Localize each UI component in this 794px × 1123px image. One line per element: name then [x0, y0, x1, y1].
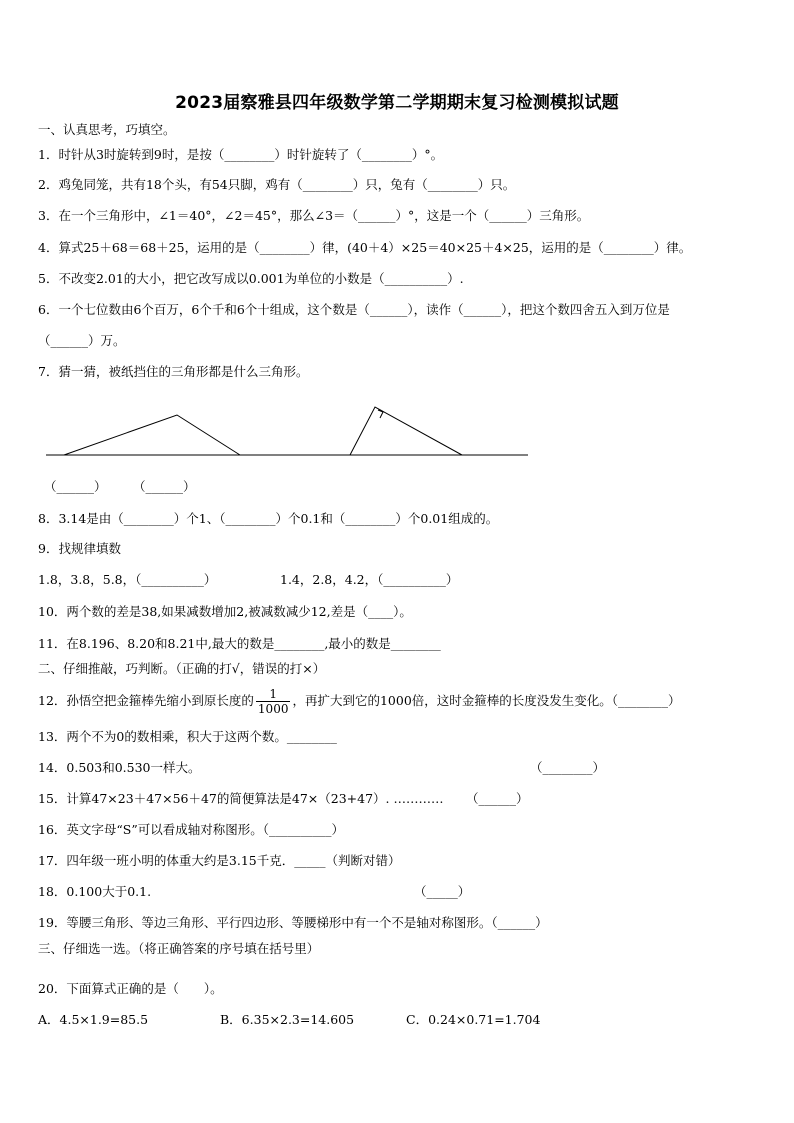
option-c: C．0.24×0.71=1.704 [406, 1012, 541, 1027]
section-heading-2: 二、仔细推敲，巧判断。（正确的打√，错误的打×） [38, 661, 326, 676]
question-9: 9．找规律填数 [38, 541, 121, 556]
question-12-text-a: 12．孙悟空把金箍棒先缩小到原长度的 [38, 693, 254, 708]
question-6-line-1: 6．一个七位数由6个百万，6个千和6个十组成，这个数是（______），读作（______），把这个数四舍五入到万位是 [38, 302, 670, 317]
question-18: 18．0.100大于0.1. [38, 884, 152, 899]
question-15: 15．计算47×23＋47×56＋47的简便算法是47×（23+47）. ………… [38, 791, 444, 806]
question-10: 10．两个数的差是38,如果减数增加2,被减数减少12,差是（____）。 [38, 604, 412, 619]
right-triangle-figure [350, 407, 462, 455]
question-12 [38, 686, 681, 716]
question-13: 13．两个不为0的数相乘，积大于这两个数。________ [38, 729, 337, 744]
page-title: 2023届察雅县四年级数学第二学期期末复习检测模拟试题 [175, 93, 619, 113]
question-11: 11．在8.196、8.20和8.21中,最大的数是________,最小的数是________ [38, 636, 441, 651]
question-16: 16．英文字母“S”可以看成轴对称图形。（__________） [38, 822, 345, 837]
question-8: 8．3.14是由（________）个1、（________）个0.1和（________）个0.01组成的。 [38, 511, 499, 526]
question-7-answer-1: （______） [44, 479, 107, 494]
fraction [256, 687, 291, 716]
question-2: 2．鸡兔同笼，共有18个头，有54只脚，鸡有（________）只，兔有（________）只。 [38, 177, 516, 192]
section-heading-3: 三、仔细选一选。（将正确答案的序号填在括号里） [38, 941, 320, 956]
question-15-answer: （______） [466, 791, 529, 806]
question-14: 14．0.503和0.530一样大。 [38, 760, 201, 775]
question-5: 5．不改变2.01的大小，把它改写成以0.001为单位的小数是（__________）. [38, 271, 464, 286]
question-20: 20．下面算式正确的是（ ）。 [38, 981, 223, 996]
fraction-denominator: 1000 [257, 702, 289, 716]
question-9-sequence-b: 1.4，2.8，4.2，（__________） [280, 572, 459, 587]
question-7-answer-2: （______） [133, 479, 196, 494]
question-1: 1．时针从3时旋转到9时，是按（________）时针旋转了（________）°。 [38, 147, 444, 162]
question-4: 4．算式25＋68＝68＋25，运用的是（________）律，(40＋4）×25＝40×25＋4×25，运用的是（________）律。 [38, 240, 692, 255]
right-angle-mark [378, 410, 383, 418]
fraction-numerator: 1 [256, 687, 291, 702]
question-9-sequence-a: 1.8，3.8，5.8，（__________） [38, 572, 217, 587]
question-3: 3．在一个三角形中，∠1＝40°，∠2＝45°，那么∠3＝（______）°，这是一个（______）三角形。 [38, 208, 590, 223]
question-18-answer: （_____） [414, 884, 471, 899]
question-14-answer: （________） [530, 760, 606, 775]
question-7: 7．猜一猜，被纸挡住的三角形都是什么三角形。 [38, 364, 309, 379]
question-19: 19．等腰三角形、等边三角形、平行四边形、等腰梯形中有一个不是轴对称图形。（______） [38, 915, 548, 930]
question-17: 17．四年级一班小明的体重大约是3.15千克．_____（判断对错） [38, 853, 401, 868]
obtuse-triangle-figure [64, 415, 240, 455]
option-b: B．6.35×2.3=14.605 [220, 1012, 355, 1027]
option-a: A．4.5×1.9=85.5 [38, 1012, 149, 1027]
question-6-line-2: （______）万。 [38, 333, 126, 348]
section-heading-1: 一、认真思考，巧填空。 [38, 122, 176, 137]
question-12-text-b: ，再扩大到它的1000倍，这时金箍棒的长度没发生变化。（________） [292, 693, 681, 708]
